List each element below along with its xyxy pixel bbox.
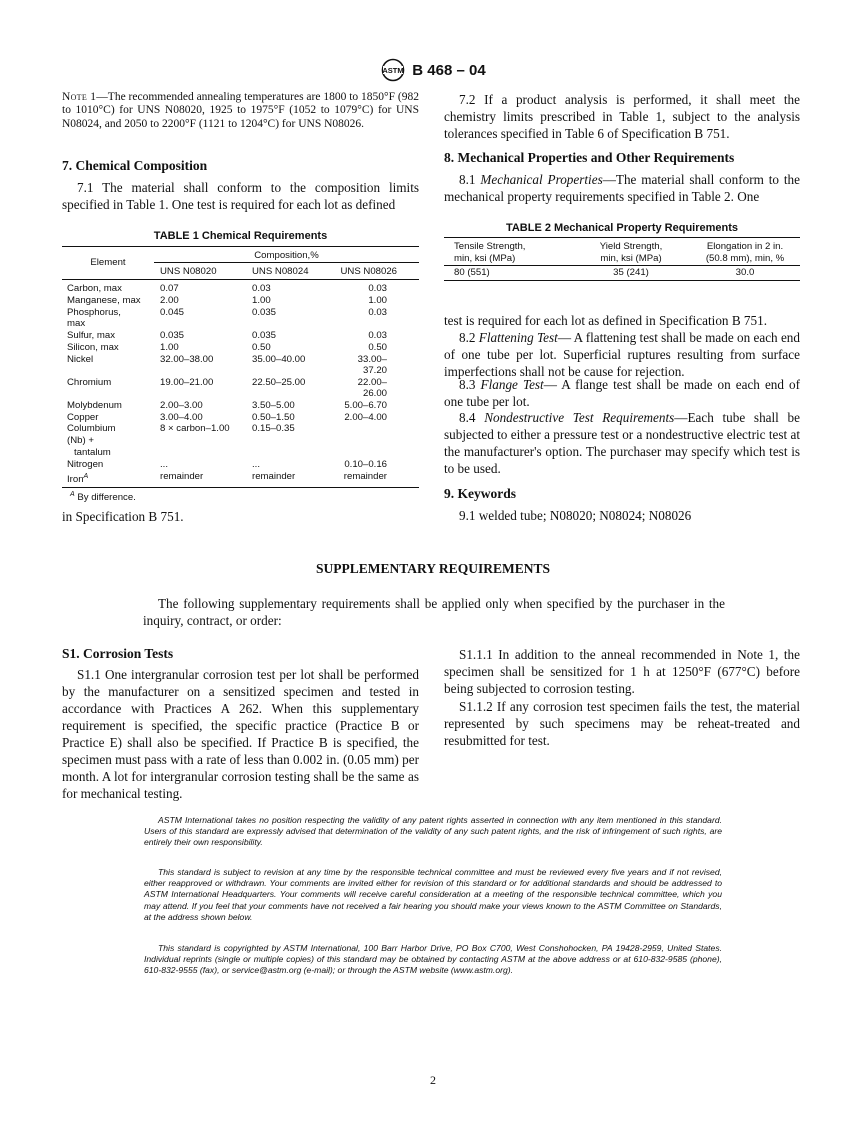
- element-cell: Iron$^A$: [67, 472, 89, 485]
- element-cell: Molybdenum: [67, 399, 122, 411]
- col-header: UNS N08020: [160, 265, 217, 277]
- designation: B 468 – 04: [412, 61, 486, 79]
- element-cell: tantalum: [74, 446, 111, 458]
- yield-header-2: min, ksi (MPa): [572, 253, 690, 266]
- table-row: [62, 447, 419, 459]
- value-cell: [154, 318, 248, 330]
- value-cell: 0.50: [368, 341, 387, 353]
- mechanical-property-table: [444, 237, 800, 281]
- value-cell: 2.00: [160, 294, 179, 306]
- value-cell: 2.00–4.00: [344, 411, 387, 423]
- value-cell: 0.15–0.35: [252, 423, 295, 435]
- tensile-header-1: Tensile Strength,: [454, 241, 526, 252]
- chemical-requirements-table: [62, 246, 419, 488]
- value-cell: ...: [252, 458, 260, 470]
- page-number: 2: [430, 1073, 436, 1087]
- table-row: [62, 377, 419, 400]
- value-cell: [340, 435, 419, 447]
- value-cell: 8 × carbon–1.00: [160, 423, 230, 435]
- para-7-1-continued: in Specification B 751.: [62, 509, 184, 524]
- element-header: Element: [62, 247, 154, 280]
- elongation-value: 30.0: [735, 267, 755, 278]
- value-cell: 32.00–38.00: [160, 353, 214, 365]
- yield-value: 35 (241): [613, 267, 649, 278]
- table-row: [62, 423, 419, 435]
- value-cell: 0.045: [160, 306, 185, 318]
- value-cell: 22.00–26.00: [357, 376, 387, 400]
- table-row: [62, 400, 419, 412]
- value-cell: 3.50–5.00: [252, 399, 295, 411]
- value-cell: 0.035: [252, 330, 277, 342]
- elongation-header-1: Elongation in 2 in.: [706, 241, 784, 252]
- para-s1-1-1: S1.1.1 In addition to the anneal recommended in Note 1, the specimen shall be sensitized for 1 h at 1250°F (677°C) before being subjected to corrosion testing.: [444, 647, 800, 696]
- supplementary-heading: SUPPLEMENTARY REQUIREMENTS: [316, 561, 550, 576]
- table-row: [62, 354, 419, 377]
- value-cell: [340, 423, 419, 435]
- table-row: [62, 295, 419, 307]
- para-8-3: 8.3 Flange Test— A flange test shall be made on each end of one tube per lot.: [444, 377, 801, 409]
- value-cell: 1.00: [160, 341, 179, 353]
- element-cell: Nitrogen: [67, 458, 104, 470]
- svg-text:ASTM: ASTM: [382, 66, 404, 75]
- table-row: [62, 318, 419, 330]
- col-header: UNS N08024: [252, 265, 309, 277]
- table-row: [62, 280, 419, 295]
- element-cell: Phosphorus,: [67, 306, 121, 318]
- value-cell: 22.50–25.00: [252, 376, 306, 388]
- para-8-1: 8.1 Mechanical Properties—The material shall conform to the mechanical property requirements specified in Table 2. One: [444, 172, 800, 204]
- para-s1-1-2: S1.1.2 If any corrosion test specimen fails the test, the material represented by such specimens may be reheat-treated and resubmitted for test.: [444, 699, 800, 748]
- para-7-1: 7.1 The material shall conform to the composition limits specified in Table 1. One test is required for each lot as defined: [62, 180, 419, 212]
- value-cell: 0.03: [252, 283, 271, 294]
- value-cell: remainder: [160, 470, 204, 482]
- table-2-caption: TABLE 2 Mechanical Property Requirements: [505, 222, 739, 234]
- tensile-header-2: min, ksi (MPa): [444, 253, 572, 266]
- para-s1-1: S1.1 One intergranular corrosion test per lot shall be performed by the manufacturer on a sensitized specimen and tested in accordance with Practices A 262. When this supplementary requirement is specified, the specific practice (Practice B or Practice E) shall also be specified. If Practice B is specified, the specimen must pass with a rate of less than 0.002 in. (0.05 mm) per month. A lot for intergranular corrosion testing shall be the same as for mechanical testing.: [62, 667, 419, 801]
- element-cell: Carbon, max: [67, 283, 122, 294]
- element-cell: Copper: [67, 411, 99, 423]
- table-row: [62, 307, 419, 319]
- value-cell: 2.00–3.00: [160, 399, 203, 411]
- value-cell: 0.03: [368, 283, 387, 294]
- value-cell: 33.00–37.20: [357, 353, 387, 377]
- table-row: [62, 412, 419, 424]
- value-cell: remainder: [252, 470, 296, 482]
- value-cell: 0.50–1.50: [252, 411, 295, 423]
- element-cell: Manganese, max: [67, 294, 141, 306]
- value-cell: [248, 435, 340, 447]
- value-cell: 1.00: [252, 294, 271, 306]
- element-cell: (Nb) +: [67, 435, 94, 447]
- section-7-heading: 7. Chemical Composition: [62, 158, 208, 173]
- note-1: Note 1—The recommended annealing temperatures are 1800 to 1850°F (982 to 1010°C) for UNS N08020, 1925 to 1975°F (1052 to 1079°C) for UNS N08024, and 2050 to 2200°F (1121 to 1204°C) for UNS N08026.: [62, 91, 420, 130]
- col-header: UNS N08026: [340, 265, 397, 277]
- table-row: [62, 471, 419, 488]
- value-cell: [154, 435, 248, 447]
- element-cell: Silicon, max: [67, 341, 119, 353]
- astm-logo-icon: [380, 58, 406, 82]
- value-cell: [248, 447, 340, 459]
- yield-header-1: Yield Strength,: [599, 241, 663, 252]
- para-9-1: 9.1 welded tube; N08020; N08024; N08026: [459, 508, 692, 523]
- element-cell: Nickel: [67, 353, 94, 365]
- value-cell: [340, 447, 419, 459]
- element-cell: Chromium: [67, 376, 112, 388]
- table-1-caption: TABLE 1 Chemical Requirements: [153, 230, 328, 242]
- elongation-header-2: (50.8 mm), min, %: [690, 253, 800, 266]
- value-cell: 0.10–0.16: [344, 458, 387, 470]
- footer-revision-notice: This standard is subject to revision at any time by the responsible technical committee and must be reviewed every five years and if not revised, either reapproved or withdrawn. Your comments are invited either for revision of this standard or for additional standards and should be addressed to ASTM International Headquarters. Your comments will receive careful consideration at a meeting of the responsible technical committee, which you may attend. If you feel that your comments have not received a fair hearing you should make your views known to the ASTM Committee on Standards, at the address shown below.: [144, 867, 722, 922]
- element-cell: Columbium: [67, 423, 116, 435]
- para-8-4: 8.4 Nondestructive Test Requirements—Each tube shall be subjected to either a pressure test or a nondestructive electric test at the manufacturer's option. The purchaser may specify which test is to be used.: [444, 410, 801, 476]
- value-cell: 19.00–21.00: [160, 376, 214, 388]
- value-cell: 3.00–4.00: [160, 411, 203, 423]
- footer-copyright-notice: This standard is copyrighted by ASTM International, 100 Barr Harbor Drive, PO Box C700, West Conshohocken, PA 19428-2959, United States. Individual reprints (single or multiple copies) of this standard may be obtained by contacting ASTM at the above address or at 610-832-9585 (phone), 610-832-9555 (fax), or service@astm.org (e-mail); or through the ASTM website (www.astm.org).: [144, 943, 722, 976]
- value-cell: 0.035: [252, 306, 277, 318]
- value-cell: 5.00–6.70: [344, 399, 387, 411]
- footer-patent-notice: ASTM International takes no position respecting the validity of any patent rights asserted in connection with any item mentioned in this standard. Users of this standard are expressly advised that determination of the validity of any such patent rights, and the risk of infringement of such rights, are entirely their own responsibility.: [144, 815, 722, 848]
- tensile-value: 80 (551): [454, 267, 490, 278]
- value-cell: 0.07: [160, 283, 179, 294]
- section-9-heading: 9. Keywords: [444, 486, 516, 501]
- value-cell: 0.03: [368, 306, 387, 318]
- table-row: [62, 459, 419, 471]
- element-cell: max: [67, 318, 86, 330]
- table-row: [62, 435, 419, 447]
- table-row: [62, 342, 419, 354]
- page-header: [0, 58, 866, 82]
- table-1: [62, 230, 419, 503]
- value-cell: remainder: [343, 470, 387, 482]
- value-cell: 35.00–40.00: [252, 353, 306, 365]
- element-cell: Sulfur, max: [67, 330, 115, 342]
- composition-header: Composition,%: [154, 247, 419, 263]
- table-2: [444, 222, 800, 281]
- table-row: [62, 330, 419, 342]
- value-cell: 0.03: [368, 330, 387, 342]
- section-8-heading: 8. Mechanical Properties and Other Requirements: [444, 150, 735, 165]
- table-1-footnote: $^A$ By difference.: [70, 491, 136, 504]
- para-7-2: 7.2 If a product analysis is performed, it shall meet the chemistry limits prescribed in Table 1, subject to the analysis tolerances specified in Table 6 of Specification B 751.: [444, 92, 800, 141]
- para-8-2: 8.2 Flattening Test— A flattening test shall be made on each end of one tube per lot. Superficial ruptures resulting from surface imperfections shall not be cause for rejection.: [444, 330, 800, 379]
- value-cell: [340, 318, 419, 330]
- value-cell: [248, 318, 340, 330]
- value-cell: 1.00: [368, 294, 387, 306]
- para-8-1-continued: test is required for each lot as defined in Specification B 751.: [444, 313, 767, 328]
- value-cell: ...: [160, 458, 168, 470]
- supplementary-intro: The following supplementary requirements shall be applied only when specified by the purchaser in the inquiry, contract, or order:: [143, 596, 725, 628]
- s1-heading: S1. Corrosion Tests: [62, 646, 174, 661]
- value-cell: 0.035: [160, 330, 185, 342]
- value-cell: [154, 447, 248, 459]
- value-cell: 0.50: [252, 341, 271, 353]
